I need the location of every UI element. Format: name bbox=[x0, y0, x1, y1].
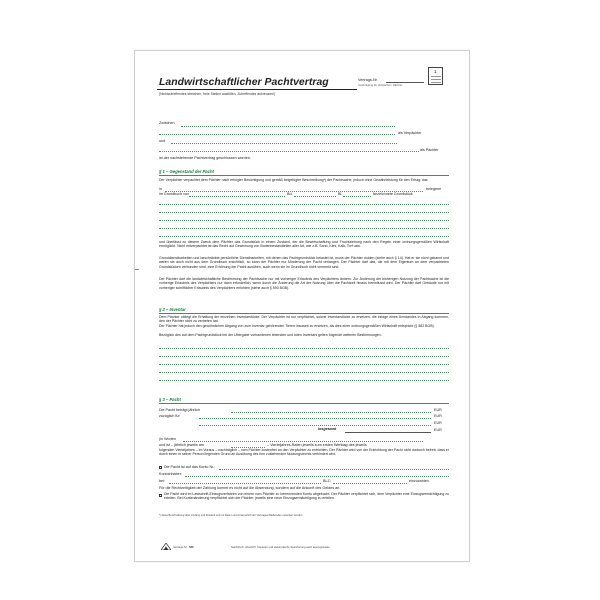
inventar-line-4[interactable] bbox=[159, 372, 449, 373]
einzuzahlen-label: einzuzahlen. bbox=[409, 479, 430, 483]
und-label: und bbox=[159, 139, 166, 143]
description-line-1[interactable] bbox=[159, 204, 449, 205]
belegene-label: belegene bbox=[426, 187, 442, 191]
vertrags-nr-field[interactable] bbox=[386, 82, 424, 83]
lastschrift-text: Die Pacht wird im Lastschrift-Einzugsverfahren von einem vom Pächter zu benennenden Konto abgebucht. Der Pächter verpflichtet sich, dem Verpächter eine Einzugsermächtigung zu erteilen. Bei Kontenänderung verpflichtet sich der Pächter, jeweils eine neue Einzugsermächtigung zu erteilen. bbox=[164, 492, 449, 501]
footnote: *) diese Beschreibung über Umfang und Zustand soll mit Datum und Unterschrift der Vertragsschließenden versehen werden bbox=[159, 514, 303, 517]
blz-field[interactable] bbox=[333, 483, 407, 484]
section-1-intro: Der Verpächter verpachtet dem Pächter nach erfolgter Besichtigung und gemäß beigefügter Beschreibung*) der Pachtsache, jedoch ohne Gewährleistung für den Ertrag, das bbox=[159, 178, 428, 182]
contract-page bbox=[134, 50, 470, 562]
section-3-para-1: folgenden Vierteljahres – im Voraus – nachträglich – vom Pächter kostenfrei an den Verpächter zu entrichten. Der Pächter wird von der Entrichtung der Pacht nicht dadurch befreit, dass er durch einen in seiner Person liegenden Grund an Ausübung des ihm zustehenden Nutzungsrechts verhindert wird. bbox=[159, 448, 449, 457]
bd-field[interactable] bbox=[294, 196, 336, 197]
eur-label-4: EUR bbox=[434, 428, 442, 432]
eur-label-2: EUR bbox=[434, 414, 442, 418]
section-1-heading: § 1 – Gegenstand der Pacht bbox=[159, 169, 214, 174]
description-line-3[interactable] bbox=[159, 220, 449, 221]
verpaechter-address-field[interactable] bbox=[159, 134, 395, 135]
in-label: in bbox=[159, 187, 162, 191]
grundbuch-label: im Grundbuch von bbox=[159, 192, 190, 196]
page-number: 1 bbox=[434, 69, 437, 74]
section-2-para-1: Dem Pächter obliegt die Erhaltung der einzelnen Inventarstücke. Der Verpächter ist nur verpflichtet, solche Inventarstücke zu ersetzen, die infolge eines Umstandes in Abgang kommen, den der Pächter nicht zu vertreten hat. bbox=[159, 315, 449, 324]
paechter-name-field[interactable] bbox=[171, 143, 397, 144]
document-title: Landwirtschaftlicher Pachtvertrag bbox=[159, 77, 329, 88]
lastschrift-checkbox[interactable] bbox=[159, 494, 162, 497]
section-2-para-3: Bezüglich des auf dem Pachtgrundstück bei der Übergabe vorhandenen lebenden und toten Inventars gelten folgende weiteren Bestimmungen: bbox=[159, 333, 382, 337]
inventar-line-2[interactable] bbox=[159, 356, 449, 357]
section-3-rule bbox=[159, 403, 449, 404]
section-1-para-1: und überlässt zu diesem Zweck dem Pächter das Grundstück in einem Zustand, der die Bewirtschaftung und Fruchtziehung nach den Regeln einer ordnungsgemäßen Wirtschaft ermöglicht. Nicht mitverpachtet ist das Recht auf Gewinnung von Bodenbestandteilen aller Art, wie z.B. Sand, Kies, Kalk, Torf usw. bbox=[159, 240, 449, 249]
footer-code-label: Vertrags-Nr. bbox=[173, 546, 188, 549]
zuzueglich-label: zuzüglich für bbox=[159, 414, 180, 418]
section-2-heading: § 2 – Inventar bbox=[159, 307, 186, 312]
konto-checkbox[interactable] bbox=[159, 466, 162, 469]
page-number-box bbox=[428, 67, 443, 85]
bd-label: Bd. bbox=[287, 192, 293, 196]
eur-label-1: EUR bbox=[434, 408, 442, 412]
paechter-address-field[interactable] bbox=[159, 151, 419, 152]
section-1-para-2: Grunddienstbarkeiten und beschränkte persönliche Dienstbarkeiten, mit denen das Pachtgrundstück belastet ist, muss der Pächter dulden (siehe auch § 14). Hat er sie nicht gekannt und waren sie auch nicht aus dem Grundbuch ersichtlich, so kann der Pächter nur Minderung der Pacht verlangen. Der Pächter darf das, die mit dem Eigentum an dem verpachteten Grundstücken verbunden sind, eine Erhöhung der Pacht ausüben, auch wenn sie im Grundbuch nicht vermerkt sind. bbox=[159, 256, 449, 269]
publisher-logo-icon bbox=[161, 543, 171, 550]
bank-field[interactable] bbox=[169, 483, 321, 484]
bl-field[interactable] bbox=[343, 196, 371, 197]
pacht-betraegt-label: Die Pacht beträgt jährlich bbox=[159, 408, 201, 412]
zuzueglich-field[interactable] bbox=[199, 418, 431, 419]
verpaechter-name-field[interactable] bbox=[181, 126, 395, 127]
description-line-2[interactable] bbox=[159, 212, 449, 213]
document-subtitle: (Nichtzutreffendes streichen, freie Stellen ausfüllen, Zutreffendes ankreuzen!) bbox=[159, 92, 276, 96]
vertrags-nr-label: Vertrags-Nr. bbox=[358, 78, 378, 82]
pacht-amount-field[interactable] bbox=[231, 412, 431, 413]
footer-code: 588 bbox=[189, 546, 194, 549]
section-1-para-3: Der Pächter darf die landwirtschaftliche Bestimmung der Pachtsache nur mit vorheriger Erlaubnis des Verpächters ändern. Zur Änderung der bisherigen Nutzung der Pachtsache ist die vorherige Erlaubnis des Verpächters nur dann erforderlich, wenn durch die Änderung die Art der Nutzung über die Pachtzeit hinaus beeinflusst wird. Der Pächter darf Gebäude nur mit vorheriger schriftlicher Erlaubnis des Verpächters errichten (siehe auch § 590 BGB). bbox=[159, 277, 449, 290]
rechtzeitigkeit-text: Für die Rechtzeitigkeit der Zahlung kommt es nicht auf die Absendung, sondern auf die Ankunft des Geldes an. bbox=[159, 486, 341, 490]
als-verpaechter-label: als Verpächter bbox=[398, 131, 422, 135]
section-2-para-2: Der Pächter hat jedoch den gewöhnlichen Abgang von zum Inventar gehörenden Tieren insoweit zu ersetzen, als dies einer ordnungsgemäßen Wirtschaft entspricht (§ 582 BGB). bbox=[159, 324, 435, 328]
vertrags-nr-sublabel: Ausfertigung für Verpächter / Pächter bbox=[358, 84, 403, 87]
blz-label: BLZ: bbox=[323, 479, 331, 483]
footer-copyright: Nachdruck, Abschrift, Kopieren und elektronische Speicherung auch auszugsweise bbox=[231, 546, 330, 549]
zuzueglich-field-2[interactable] bbox=[199, 425, 431, 426]
inventar-line-5[interactable] bbox=[159, 380, 449, 381]
bezeichnete-label: bezeichnete Grundstück bbox=[373, 192, 413, 196]
jaehrlich-label: – jährlich jeweils am bbox=[171, 443, 204, 447]
in-worten-label: (in Worten bbox=[159, 437, 176, 441]
kontoinhaber-field[interactable] bbox=[185, 476, 449, 477]
bei-label: bei: bbox=[159, 479, 165, 483]
insgesamt-label: Insgesamt bbox=[318, 427, 337, 431]
fold-mark bbox=[135, 269, 139, 270]
description-line-5[interactable] bbox=[159, 236, 449, 237]
section-3-heading: § 3 – Pacht bbox=[159, 397, 181, 402]
zwischen-label: Zwischen bbox=[159, 121, 175, 125]
kontoinhaber-label: Kontoinhaber: bbox=[159, 472, 182, 476]
grundbuch-field[interactable] bbox=[189, 196, 285, 197]
contract-closing-text: ist der nachstehende Pachtvertrag geschlossen worden. bbox=[159, 156, 251, 160]
konto-nr-field[interactable] bbox=[219, 469, 449, 470]
eur-label-3: EUR bbox=[434, 421, 442, 425]
insgesamt-field[interactable] bbox=[345, 432, 431, 433]
vierteljahres-label: – Vierteljahres-Raten jeweils zum ersten Werktag des jeweils bbox=[267, 443, 367, 447]
section-1-rule bbox=[159, 175, 449, 176]
in-worten-field[interactable] bbox=[183, 441, 423, 442]
bl-label: Bl. bbox=[338, 192, 343, 196]
title-underline bbox=[157, 89, 357, 90]
section-2-rule bbox=[159, 313, 449, 314]
konto-label: Die Pacht ist auf das Konto Nr.: bbox=[164, 465, 216, 469]
als-paechter-label: als Pächter bbox=[420, 148, 439, 152]
inventar-line-1[interactable] bbox=[159, 348, 449, 349]
und-ist-label: und ist bbox=[159, 443, 170, 447]
inventar-line-3[interactable] bbox=[159, 364, 449, 365]
description-line-4[interactable] bbox=[159, 228, 449, 229]
